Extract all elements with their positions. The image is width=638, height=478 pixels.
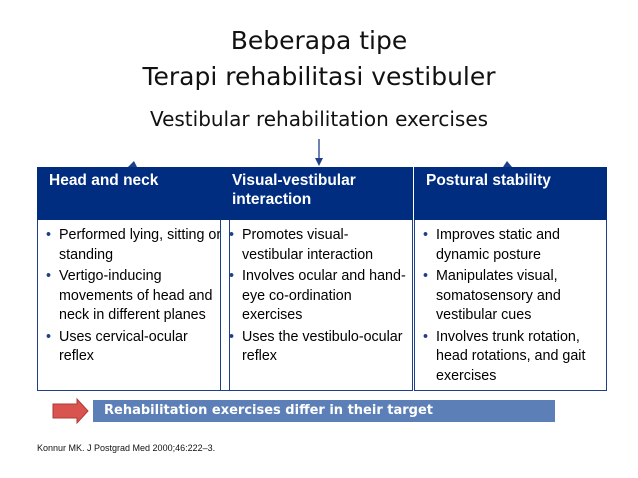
bullet-item: • Uses the vestibulo-ocular reflex bbox=[228, 328, 408, 367]
column-head-and-neck bbox=[37, 167, 230, 391]
slide-subtitle: Vestibular rehabilitation exercises bbox=[149, 107, 489, 131]
bullet-item: • Involves ocular and hand-eye co-ordination exercises bbox=[228, 267, 408, 326]
column-body bbox=[220, 220, 413, 391]
column-postural-stability bbox=[414, 167, 607, 391]
slide-title-line-1: Beberapa tipe bbox=[230, 26, 408, 55]
column-heading: Postural stability bbox=[414, 167, 607, 220]
slide-title-line-2: Terapi rehabilitasi vestibuler bbox=[142, 62, 496, 91]
bullet-item: • Improves static and dynamic posture bbox=[422, 226, 602, 265]
column-heading: Head and neck bbox=[37, 167, 230, 220]
reference-citation: Konnur MK. J Postgrad Med 2000;46:222–3. bbox=[37, 443, 216, 453]
column-body bbox=[37, 220, 230, 391]
column-visual-vestibular bbox=[220, 167, 413, 391]
bullet-item: • Involves trunk rotation, head rotations, and gait exercises bbox=[422, 328, 602, 387]
down-arrow-icon bbox=[315, 139, 323, 166]
column-body bbox=[414, 220, 607, 391]
callout-banner: Rehabilitation exercises differ in their target bbox=[93, 400, 555, 422]
bullet-item: • Promotes visual-vestibular interaction bbox=[228, 226, 408, 265]
bullet-item: • Vertigo-inducing movements of head and neck in different planes bbox=[45, 267, 225, 326]
bullet-item: • Manipulates visual, somatosensory and vestibular cues bbox=[422, 267, 602, 326]
column-heading: Visual-vestibular interaction bbox=[220, 167, 413, 220]
bullet-item: • Performed lying, sitting or standing bbox=[45, 226, 225, 265]
right-arrow-icon bbox=[53, 399, 88, 423]
bullet-item: • Uses cervical-ocular reflex bbox=[45, 328, 225, 367]
